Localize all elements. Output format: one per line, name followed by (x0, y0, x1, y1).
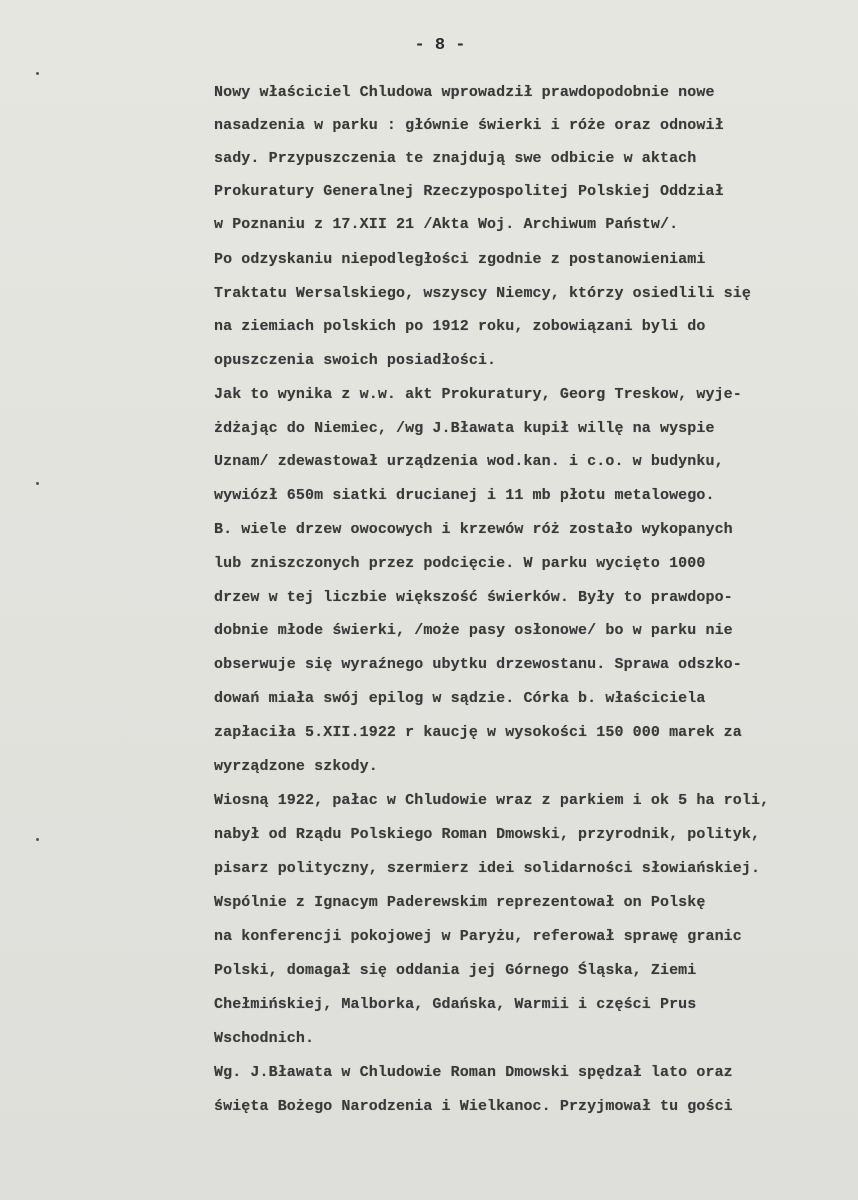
text-line: B. wiele drzew owocowych i krzewów róż zostało wykopanych (214, 521, 733, 538)
text-line: Chełmińskiej, Malborka, Gdańska, Warmii i części Prus (214, 996, 697, 1013)
text-line: Prokuratury Generalnej Rzeczypospolitej Polskiej Oddział (214, 183, 724, 200)
page-number: - 8 - (414, 36, 466, 55)
text-line: Wspólnie z Ignacym Paderewskim reprezentował on Polskę (214, 894, 706, 911)
text-line: Po odzyskaniu niepodległości zgodnie z postanowieniami (214, 251, 706, 268)
text-line: zapłaciła 5.XII.1922 r kaucję w wysokości 150 000 marek za (214, 724, 742, 741)
text-line: pisarz polityczny, szermierz idei solidarności słowiańskiej. (214, 860, 761, 877)
margin-dot (36, 72, 39, 75)
margin-dot (36, 838, 39, 841)
text-line: nabył od Rządu Polskiego Roman Dmowski, przyrodnik, polityk, (214, 826, 761, 843)
text-line: nasadzenia w parku : głównie świerki i róże oraz odnowił (214, 117, 724, 134)
text-line: obserwuje się wyraźnego ubytku drzewostanu. Sprawa odszko- (214, 656, 742, 673)
text-line: lub zniszczonych przez podcięcie. W parku wycięto 1000 (214, 555, 706, 572)
text-line: w Poznaniu z 17.XII 21 /Akta Woj. Archiwum Państw/. (214, 216, 679, 233)
text-line: sady. Przypuszczenia te znajdują swe odbicie w aktach (214, 150, 697, 167)
text-line: dowań miała swój epilog w sądzie. Córka b. właściciela (214, 690, 706, 707)
text-line: Polski, domagał się oddania jej Górnego Śląska, Ziemi (214, 962, 697, 979)
text-line: na ziemiach polskich po 1912 roku, zobowiązani byli do (214, 318, 706, 335)
text-line: Nowy właściciel Chludowa wprowadził prawdopodobnie nowe (214, 84, 715, 101)
text-line: Uznam/ zdewastował urządzenia wod.kan. i c.o. w budynku, (214, 453, 724, 470)
text-line: żdżając do Niemiec, /wg J.Bławata kupił willę na wyspie (214, 420, 715, 437)
text-line: na konferencji pokojowej w Paryżu, referował sprawę granic (214, 928, 742, 945)
text-line: Traktatu Wersalskiego, wszyscy Niemcy, którzy osiedlili się (214, 285, 751, 302)
text-line: Wschodnich. (214, 1030, 315, 1047)
text-line: wyrządzone szkody. (214, 758, 378, 775)
text-line: Wg. J.Bławata w Chludowie Roman Dmowski spędzał lato oraz (214, 1064, 733, 1081)
margin-dot (36, 482, 39, 485)
text-line: drzew w tej liczbie większość świerków. Były to prawdopo- (214, 589, 733, 606)
text-line: dobnie młode świerki, /może pasy osłonowe/ bo w parku nie (214, 622, 733, 639)
text-line: Jak to wynika z w.w. akt Prokuratury, Georg Treskow, wyje- (214, 386, 742, 403)
text-line: opuszczenia swoich posiadłości. (214, 352, 497, 369)
text-line: Wiosną 1922, pałac w Chludowie wraz z parkiem i ok 5 ha roli, (214, 792, 770, 809)
text-line: wywiózł 650m siatki drucianej i 11 mb płotu metalowego. (214, 487, 715, 504)
text-line: święta Bożego Narodzenia i Wielkanoc. Przyjmował tu gości (214, 1098, 733, 1115)
